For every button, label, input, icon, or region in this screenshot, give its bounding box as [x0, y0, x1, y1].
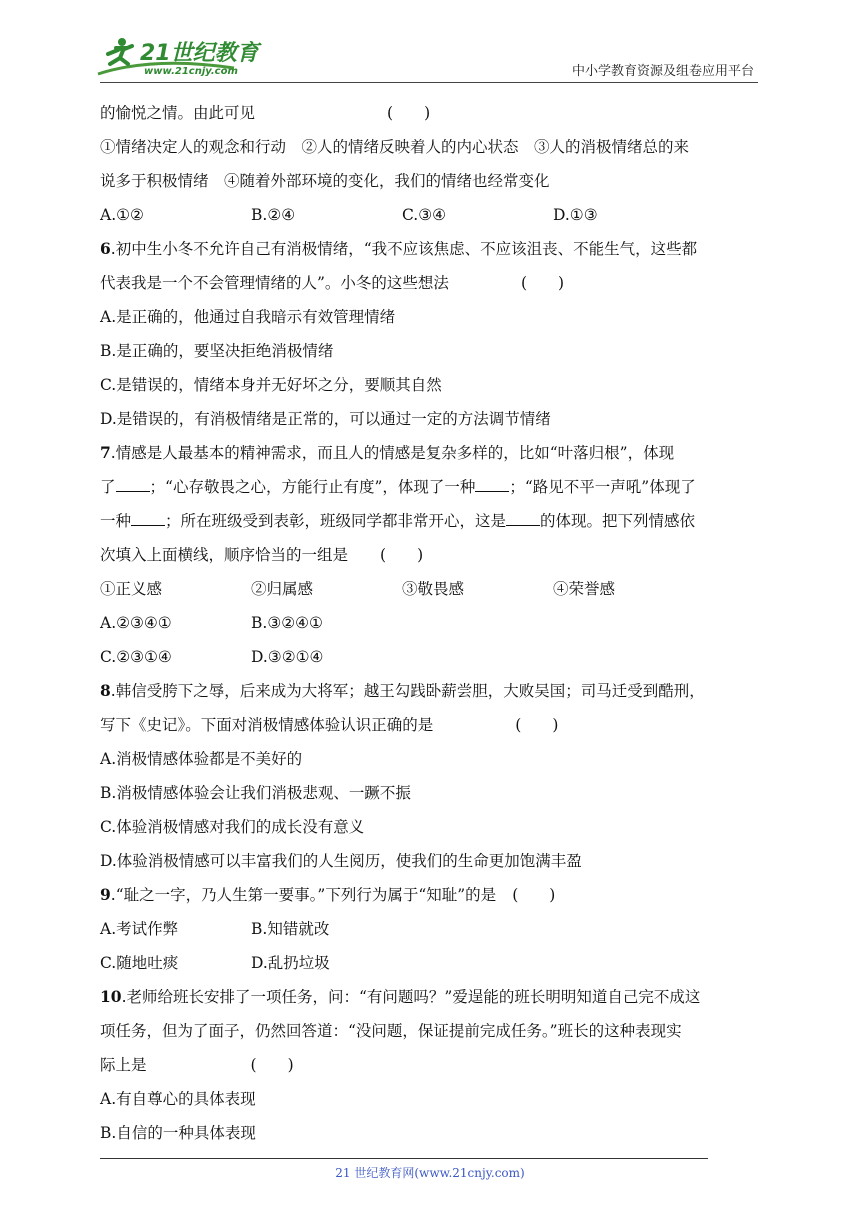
item-4: ④荣誉感	[553, 580, 616, 598]
runner-logo-icon	[94, 34, 264, 80]
page-header	[0, 0, 860, 90]
q7-options-ab	[100, 606, 766, 640]
answer-paren: ( )	[250, 1056, 294, 1074]
fill-blank-3	[131, 507, 165, 526]
exam-content	[100, 96, 766, 1150]
q6-option-c: C.是错误的，情绪本身并无好坏之分，要顺其自然	[100, 376, 442, 394]
site-logo	[94, 34, 264, 80]
q6-option-d: D.是错误的，有消极情绪是正常的，可以通过一定的方法调节情绪	[100, 410, 551, 428]
answer-paren: ( )	[520, 274, 565, 292]
q8-stem-1: 8.韩信受胯下之辱，后来成为大将军；越王勾践卧薪尝胆，大败吴国；司马迁受到酷刑，	[100, 681, 705, 700]
option-b: B.②④	[251, 206, 296, 224]
q7-stem-3: 一种 ；所在班级受到表彰，班级同学都非常开心，这是 的体现。把下列情感依	[100, 504, 766, 538]
svg-text:21世纪教育: 21世纪教育	[140, 41, 259, 66]
answer-paren: ( )	[380, 546, 424, 564]
q6-option-a: A.是正确的，他通过自我暗示有效管理情绪	[100, 308, 396, 326]
footer-link[interactable]: 21 世纪教育网(www.21cnjy.com)	[335, 1166, 525, 1180]
item-3: ③敬畏感	[402, 580, 465, 598]
option-c: C.③④	[402, 206, 447, 224]
q7-stem-2: 了 ；“心存敬畏之心，方能行止有度”，体现了一种 ；“路见不平一声吼”体现了	[100, 470, 766, 504]
option-a: A.②③④①	[100, 614, 172, 632]
q8-stem-2: 写下《史记》。下面对消极情感体验认识正确的是 ( )	[100, 716, 559, 734]
item-1: ①正义感	[100, 580, 163, 598]
q6-stem-2: 代表我是一个不会管理情绪的人”。小冬的这些想法 ( )	[100, 274, 565, 292]
q10-stem-3: 际上是 ( )	[100, 1056, 294, 1074]
answer-paren: ( )	[387, 104, 431, 122]
q8-option-c: C.体验消极情感对我们的成长没有意义	[100, 818, 365, 836]
fill-blank-2	[475, 473, 509, 492]
q9-options-ab	[100, 912, 766, 946]
option-d: D.③②①④	[251, 648, 324, 666]
q5-statement-2: 说多于积极情绪 ④随着外部环境的变化，我们的情绪也经常变化	[100, 172, 550, 190]
fill-blank-4	[506, 507, 540, 526]
q6-stem-1: 6.初中生小冬不允许自己有消极情绪，“我不应该焦虑、不应该沮丧、不能生气，这些都	[100, 239, 698, 258]
q10-option-a: A.有自尊心的具体表现	[100, 1090, 256, 1108]
q7-stem-4: 次填入上面横线，顺序恰当的一组是 ( )	[100, 546, 424, 564]
answer-paren: ( )	[515, 716, 559, 734]
option-b: B.知错就改	[251, 920, 330, 938]
answer-paren: ( )	[512, 886, 556, 904]
option-d: D.①③	[553, 206, 598, 224]
q9-options-cd	[100, 946, 766, 980]
option-b: B.③②④①	[251, 614, 323, 632]
option-c: C.②③①④	[100, 648, 172, 666]
q7-stem-1: 7.情感是人最基本的精神需求，而且人的情感是复杂多样的，比如“叶落归根”，体现	[100, 443, 675, 462]
q10-stem-2: 项任务，但为了面子，仍然回答道：“没问题，保证提前完成任务。”班长的这种表现实	[100, 1022, 682, 1040]
fill-blank-1	[116, 473, 150, 492]
option-a: A.①②	[100, 206, 144, 224]
q8-option-d: D.体验消极情感可以丰富我们的人生阅历，使我们的生命更加饱满丰盈	[100, 852, 582, 870]
option-c: C.随地吐痰	[100, 954, 179, 972]
option-d: D.乱扔垃圾	[251, 954, 330, 972]
q7-items	[100, 572, 766, 606]
q5-options	[100, 198, 766, 232]
q5-statement-1: ①情绪决定人的观念和行动 ②人的情绪反映着人的内心状态 ③人的消极情绪总的来	[100, 138, 690, 156]
q8-option-b: B.消极情感体验会让我们消极悲观、一蹶不振	[100, 784, 411, 802]
q6-option-b: B.是正确的，要坚决拒绝消极情绪	[100, 342, 334, 360]
q5-stem-end: 的愉悦之情。由此可见 ( )	[100, 104, 431, 122]
footer-divider	[100, 1158, 708, 1159]
q8-option-a: A.消极情感体验都是不美好的	[100, 750, 303, 768]
q10-stem-1: 10.老师给班长安排了一项任务，问：“有问题吗？”爱逞能的班长明明知道自己完不成这	[100, 987, 701, 1006]
platform-name: 中小学教育资源及组卷应用平台	[571, 64, 754, 79]
svg-text:www.21cnjy.com: www.21cnjy.com	[144, 66, 238, 77]
item-2: ②归属感	[251, 580, 314, 598]
q9-stem: 9.“耻之一字，乃人生第一要事。”下列行为属于“知耻”的是 ( )	[100, 885, 556, 904]
header-divider	[100, 82, 758, 83]
q7-options-cd	[100, 640, 766, 674]
option-a: A.考试作弊	[100, 920, 179, 938]
q10-option-b: B.自信的一种具体表现	[100, 1124, 256, 1142]
